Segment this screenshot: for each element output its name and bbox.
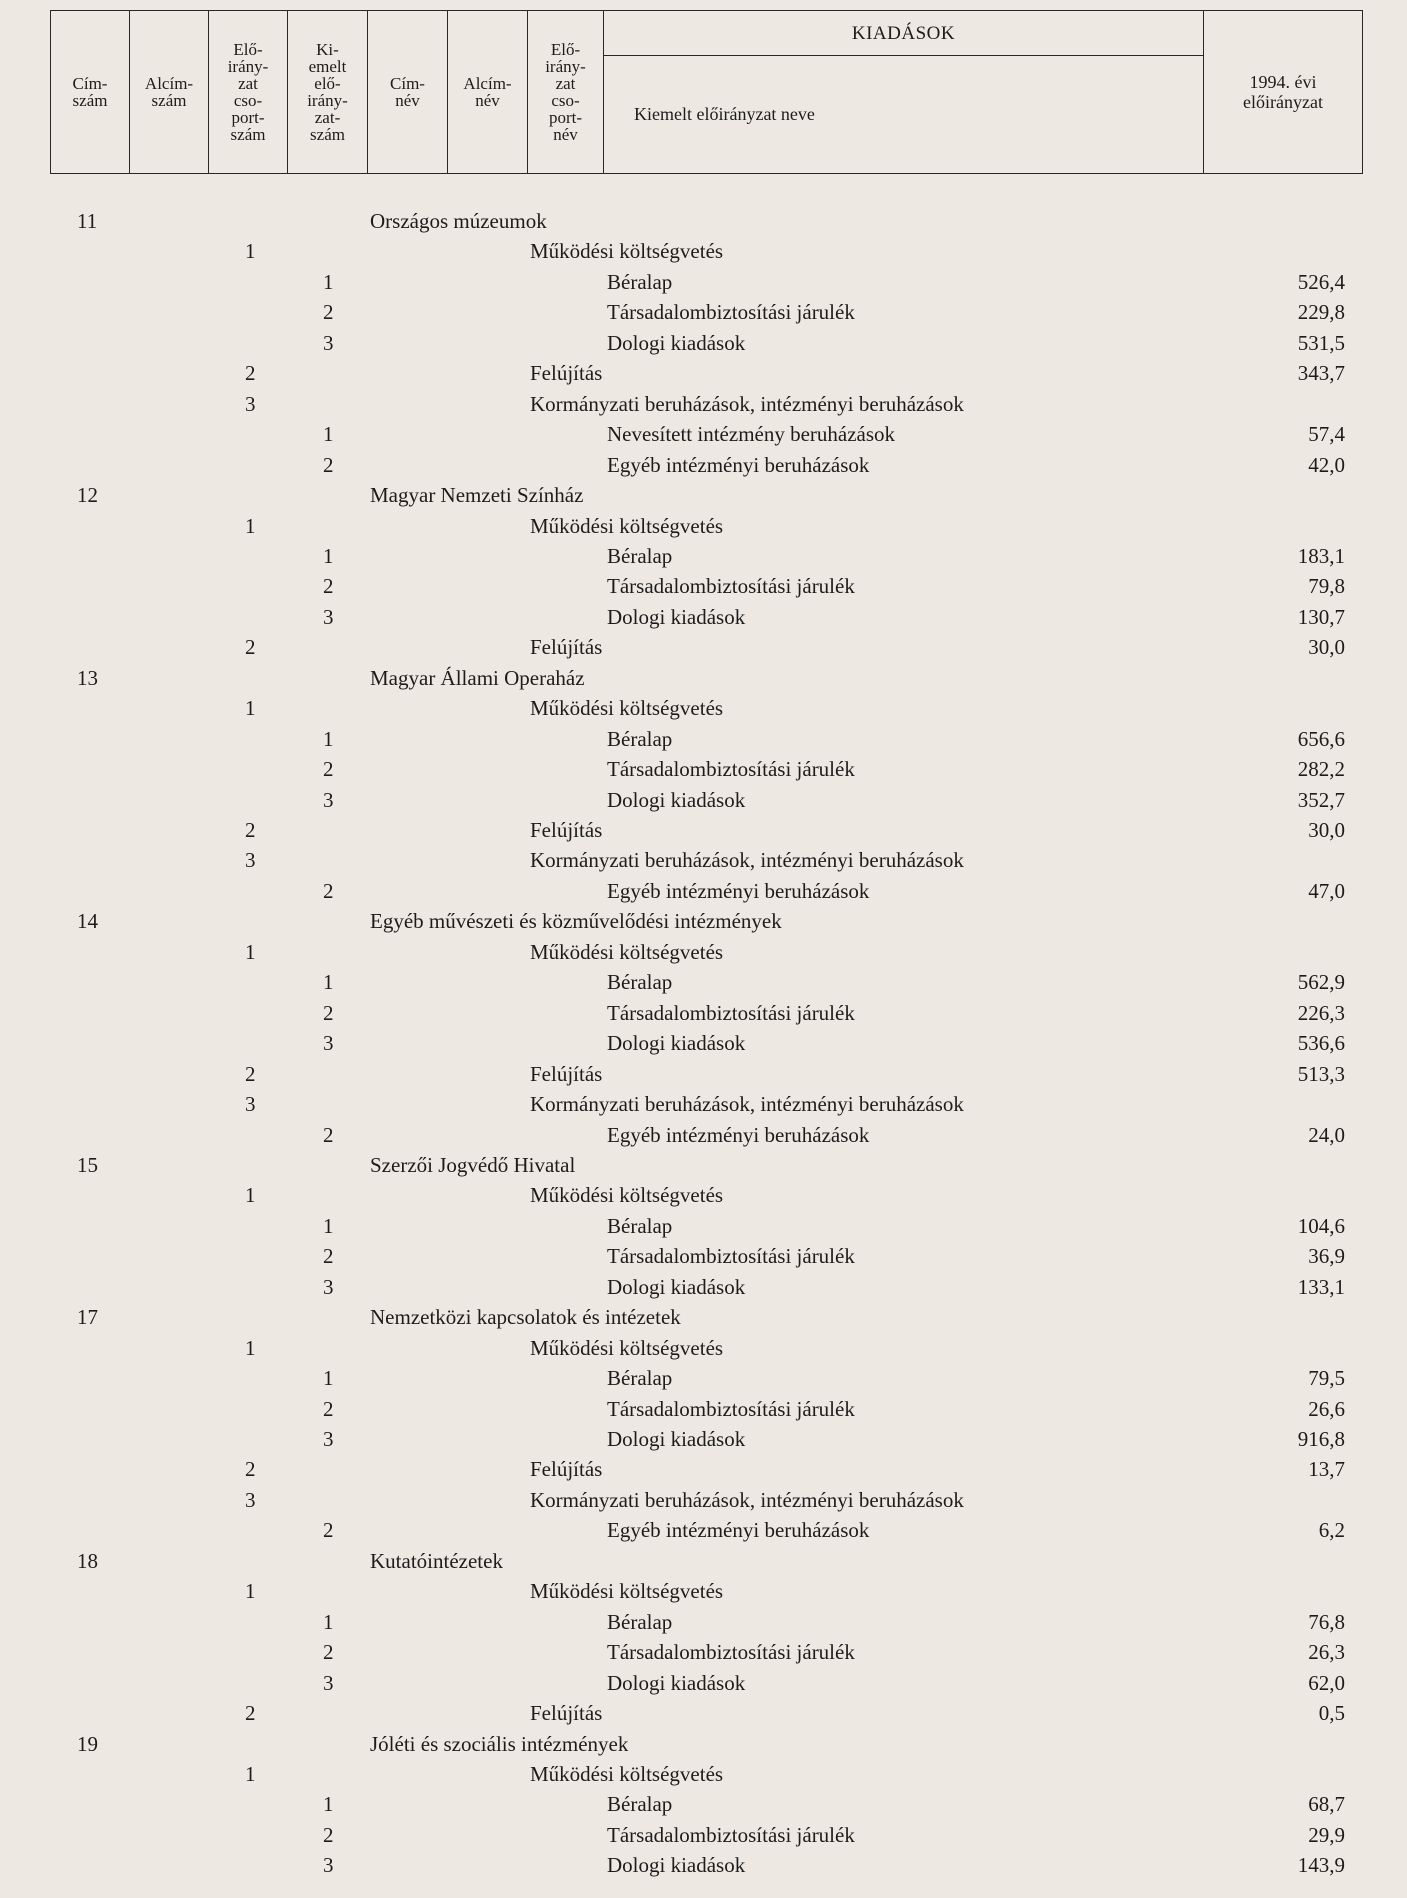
table-row: [0, 450, 1407, 480]
table-row: [0, 1668, 1407, 1698]
row-number: 2: [245, 635, 256, 660]
table-row: [0, 389, 1407, 419]
budget-rows: [0, 206, 1407, 1886]
row-name: Kormányzati beruházások, intézményi beruházások: [530, 1487, 964, 1512]
row-name: Társadalombiztosítási járulék: [607, 1640, 855, 1665]
header-alcimszam: Alcím- szám: [130, 11, 209, 174]
row-amount: 47,0: [1308, 878, 1345, 903]
row-amount: 104,6: [1297, 1213, 1345, 1238]
row-name: Béralap: [607, 269, 673, 294]
header-eloiranyzat-csoport-szam: Elő- irány- zat cso- port- szám: [209, 11, 288, 174]
table-row: [0, 1424, 1407, 1454]
row-amount: 183,1: [1297, 543, 1345, 568]
table-row: [0, 1211, 1407, 1241]
table-row: [0, 1120, 1407, 1150]
row-number: 3: [323, 1670, 334, 1695]
row-amount: 229,8: [1297, 300, 1345, 325]
row-name: Kormányzati beruházások, intézményi beruházások: [530, 391, 964, 416]
row-number: 12: [77, 483, 98, 508]
header-eloiranyzat-csoport-nev: Elő- irány- zat cso- port- név: [528, 11, 604, 174]
table-row: [0, 1150, 1407, 1180]
row-number: 1: [323, 726, 334, 751]
row-number: 2: [245, 361, 256, 386]
row-number: 2: [323, 300, 334, 325]
table-row: [0, 1820, 1407, 1850]
row-amount: 30,0: [1308, 635, 1345, 660]
row-number: 2: [245, 818, 256, 842]
row-number: 1: [323, 1366, 334, 1391]
row-name: Kutatóintézetek: [370, 1548, 503, 1573]
row-name: Működési költségvetés: [530, 1579, 724, 1604]
row-number: 3: [323, 1031, 334, 1056]
header-cimnev: Cím- név: [368, 11, 448, 174]
row-amount: 62,0: [1308, 1670, 1345, 1695]
table-row: [0, 754, 1407, 784]
row-amount: 352,7: [1297, 787, 1345, 812]
row-number: 1: [245, 696, 256, 721]
row-amount: 79,8: [1308, 574, 1345, 599]
table-row: [0, 1759, 1407, 1789]
header-kiemelt-eloiranyzat-szam: Ki- emelt elő- irány- zat- szám: [288, 11, 368, 174]
row-name: Jóléti és szociális intézmények: [370, 1731, 629, 1756]
table-row: [0, 1607, 1407, 1637]
table-row: [0, 906, 1407, 936]
row-name: Egyéb intézményi beruházások: [607, 452, 870, 477]
table-row: [0, 1394, 1407, 1424]
row-number: 3: [245, 848, 256, 873]
row-number: 2: [245, 1701, 256, 1726]
row-name: Felújítás: [530, 1061, 603, 1086]
row-name: Társadalombiztosítási járulék: [607, 1244, 855, 1269]
table-row: [0, 632, 1407, 662]
row-name: Kormányzati beruházások, intézményi beruházások: [530, 848, 964, 873]
row-number: 3: [323, 787, 334, 812]
table-row: [0, 785, 1407, 815]
table-row: [0, 419, 1407, 449]
table-row: [0, 1272, 1407, 1302]
row-name: Társadalombiztosítási járulék: [607, 574, 855, 599]
header-kiadasok: KIADÁSOK: [604, 11, 1204, 56]
table-row: [0, 1637, 1407, 1667]
table-row: [0, 1059, 1407, 1089]
row-number: 3: [323, 330, 334, 355]
table-row: [0, 663, 1407, 693]
row-number: 2: [323, 574, 334, 599]
table-row: [0, 1089, 1407, 1119]
row-number: 1: [245, 939, 256, 964]
table-row: [0, 358, 1407, 388]
row-amount: 42,0: [1308, 452, 1345, 477]
row-amount: 343,7: [1297, 361, 1345, 386]
row-name: Egyéb művészeti és közművelődési intézmények: [370, 909, 782, 934]
row-number: 3: [245, 391, 256, 416]
table-row: [0, 541, 1407, 571]
table-row: [0, 1302, 1407, 1332]
table-row: [0, 602, 1407, 632]
row-name: Felújítás: [530, 635, 603, 660]
row-amount: 79,5: [1308, 1366, 1345, 1391]
table-row: [0, 967, 1407, 997]
row-amount: 24,0: [1308, 1122, 1345, 1147]
table-row: [0, 1515, 1407, 1545]
row-name: Egyéb intézményi beruházások: [607, 878, 870, 903]
row-name: Dologi kiadások: [607, 330, 746, 355]
row-number: 11: [77, 209, 98, 233]
row-number: 1: [245, 1183, 256, 1208]
row-number: 13: [77, 665, 98, 690]
row-name: Kormányzati beruházások, intézményi beruházások: [530, 1092, 964, 1117]
header-cimszam: Cím- szám: [51, 11, 130, 174]
row-amount: 57,4: [1308, 422, 1345, 447]
row-number: 1: [245, 513, 256, 538]
table-row: [0, 480, 1407, 510]
row-amount: 133,1: [1297, 1274, 1345, 1299]
row-amount: 30,0: [1308, 818, 1345, 842]
row-amount: 76,8: [1308, 1609, 1345, 1634]
row-name: Működési költségvetés: [530, 1335, 724, 1360]
row-name: Béralap: [607, 1792, 673, 1817]
row-number: 2: [245, 1457, 256, 1482]
table-row: [0, 1789, 1407, 1819]
table-row: [0, 267, 1407, 297]
row-number: 1: [323, 1792, 334, 1817]
header-evi-eloiranyzat: 1994. évi előirányzat: [1204, 11, 1363, 174]
table-row: [0, 1028, 1407, 1058]
row-number: 18: [77, 1548, 98, 1573]
row-name: Dologi kiadások: [607, 604, 746, 629]
table-row: [0, 693, 1407, 723]
row-amount: 13,7: [1308, 1457, 1345, 1482]
row-number: 2: [245, 1061, 256, 1086]
row-name: Társadalombiztosítási járulék: [607, 1822, 855, 1847]
table-row: [0, 1241, 1407, 1271]
row-name: Dologi kiadások: [607, 1670, 746, 1695]
table-row: [0, 511, 1407, 541]
row-name: Dologi kiadások: [607, 1274, 746, 1299]
table-row: [0, 1729, 1407, 1759]
row-amount: 130,7: [1297, 604, 1345, 629]
row-name: Magyar Nemzeti Színház: [370, 483, 584, 508]
row-number: 3: [323, 1853, 334, 1878]
row-number: 15: [77, 1152, 98, 1177]
table-row: [0, 876, 1407, 906]
table-row: [0, 1485, 1407, 1515]
row-number: 2: [323, 1244, 334, 1269]
table-row: [0, 724, 1407, 754]
row-name: Nemzetközi kapcsolatok és intézetek: [370, 1305, 681, 1330]
row-number: 2: [323, 1000, 334, 1025]
row-number: 1: [323, 1609, 334, 1634]
row-number: 14: [77, 909, 98, 934]
row-amount: 656,6: [1297, 726, 1345, 751]
row-amount: 68,7: [1308, 1792, 1345, 1817]
table-row: [0, 328, 1407, 358]
row-amount: 36,9: [1308, 1244, 1345, 1269]
row-name: Béralap: [607, 1366, 673, 1391]
row-amount: 526,4: [1297, 269, 1345, 294]
row-number: 2: [323, 1396, 334, 1421]
row-name: Működési költségvetés: [530, 513, 724, 538]
row-name: Dologi kiadások: [607, 1853, 746, 1878]
row-name: Működési költségvetés: [530, 1183, 724, 1208]
row-number: 1: [323, 1213, 334, 1238]
row-name: Társadalombiztosítási járulék: [607, 1396, 855, 1421]
row-name: Béralap: [607, 970, 673, 995]
table-header: [50, 10, 1363, 174]
row-name: Működési költségvetés: [530, 696, 724, 721]
table-row: [0, 1698, 1407, 1728]
table-row: [0, 815, 1407, 845]
table-row: [0, 1363, 1407, 1393]
table-row: [0, 1576, 1407, 1606]
row-amount: 282,2: [1297, 757, 1345, 782]
row-name: Felújítás: [530, 1701, 603, 1726]
row-name: Dologi kiadások: [607, 1031, 746, 1056]
table-row: [0, 937, 1407, 967]
row-name: Működési költségvetés: [530, 239, 724, 264]
row-number: 3: [245, 1092, 256, 1117]
table-row: [0, 206, 1407, 236]
row-name: Szerzői Jogvédő Hivatal: [370, 1152, 576, 1177]
row-name: Dologi kiadások: [607, 787, 746, 812]
row-amount: 916,8: [1297, 1427, 1345, 1451]
row-name: Dologi kiadások: [607, 1427, 746, 1451]
row-name: Magyar Állami Operaház: [370, 665, 585, 690]
row-number: 3: [323, 1427, 334, 1451]
row-name: Felújítás: [530, 361, 603, 386]
row-name: Társadalombiztosítási járulék: [607, 300, 855, 325]
row-name: Felújítás: [530, 818, 603, 842]
header-kiemelt-eloiranyzat-neve: Kiemelt előirányzat neve: [604, 56, 1204, 174]
row-amount: 226,3: [1297, 1000, 1345, 1025]
row-number: 19: [77, 1731, 98, 1756]
row-number: 1: [323, 422, 334, 447]
row-amount: 26,6: [1308, 1396, 1345, 1421]
row-name: Társadalombiztosítási járulék: [607, 757, 855, 782]
table-row: [0, 1180, 1407, 1210]
row-amount: 0,5: [1318, 1701, 1345, 1726]
header-alcimnev: Alcím- név: [448, 11, 528, 174]
row-number: 2: [323, 1640, 334, 1665]
row-amount: 26,3: [1308, 1640, 1345, 1665]
row-number: 2: [323, 1822, 334, 1847]
row-name: Béralap: [607, 1609, 673, 1634]
row-name: Egyéb intézményi beruházások: [607, 1518, 870, 1543]
row-name: Működési költségvetés: [530, 1761, 724, 1786]
row-number: 17: [77, 1305, 98, 1330]
row-number: 2: [323, 878, 334, 903]
table-row: [0, 1454, 1407, 1484]
row-number: 1: [323, 269, 334, 294]
row-number: 2: [323, 1122, 334, 1147]
table-row: [0, 845, 1407, 875]
row-number: 1: [323, 970, 334, 995]
row-amount: 143,9: [1297, 1853, 1345, 1878]
row-name: Egyéb intézményi beruházások: [607, 1122, 870, 1147]
row-name: Béralap: [607, 1213, 673, 1238]
row-number: 1: [245, 1579, 256, 1604]
row-name: Nevesített intézmény beruházások: [607, 422, 896, 447]
row-number: 1: [245, 1761, 256, 1786]
table-row: [0, 236, 1407, 266]
row-number: 3: [245, 1487, 256, 1512]
row-number: 2: [323, 452, 334, 477]
row-name: Béralap: [607, 543, 673, 568]
row-name: Béralap: [607, 726, 673, 751]
table-row: [0, 1333, 1407, 1363]
row-amount: 6,2: [1318, 1518, 1345, 1543]
table-row: [0, 571, 1407, 601]
row-number: 1: [245, 239, 256, 264]
row-amount: 513,3: [1297, 1061, 1345, 1086]
row-number: 1: [323, 543, 334, 568]
row-number: 2: [323, 757, 334, 782]
table-row: [0, 1850, 1407, 1880]
row-name: Társadalombiztosítási járulék: [607, 1000, 855, 1025]
row-number: 3: [323, 604, 334, 629]
row-number: 1: [245, 1335, 256, 1360]
row-number: 3: [323, 1274, 334, 1299]
table-row: [0, 1546, 1407, 1576]
row-amount: 29,9: [1308, 1822, 1345, 1847]
row-name: Működési költségvetés: [530, 939, 724, 964]
row-number: 2: [323, 1518, 334, 1543]
row-name: Felújítás: [530, 1457, 603, 1482]
table-row: [0, 998, 1407, 1028]
row-name: Országos múzeumok: [370, 209, 547, 233]
row-amount: 562,9: [1297, 970, 1345, 995]
row-amount: 536,6: [1297, 1031, 1345, 1056]
table-row: [0, 297, 1407, 327]
row-amount: 531,5: [1297, 330, 1345, 355]
